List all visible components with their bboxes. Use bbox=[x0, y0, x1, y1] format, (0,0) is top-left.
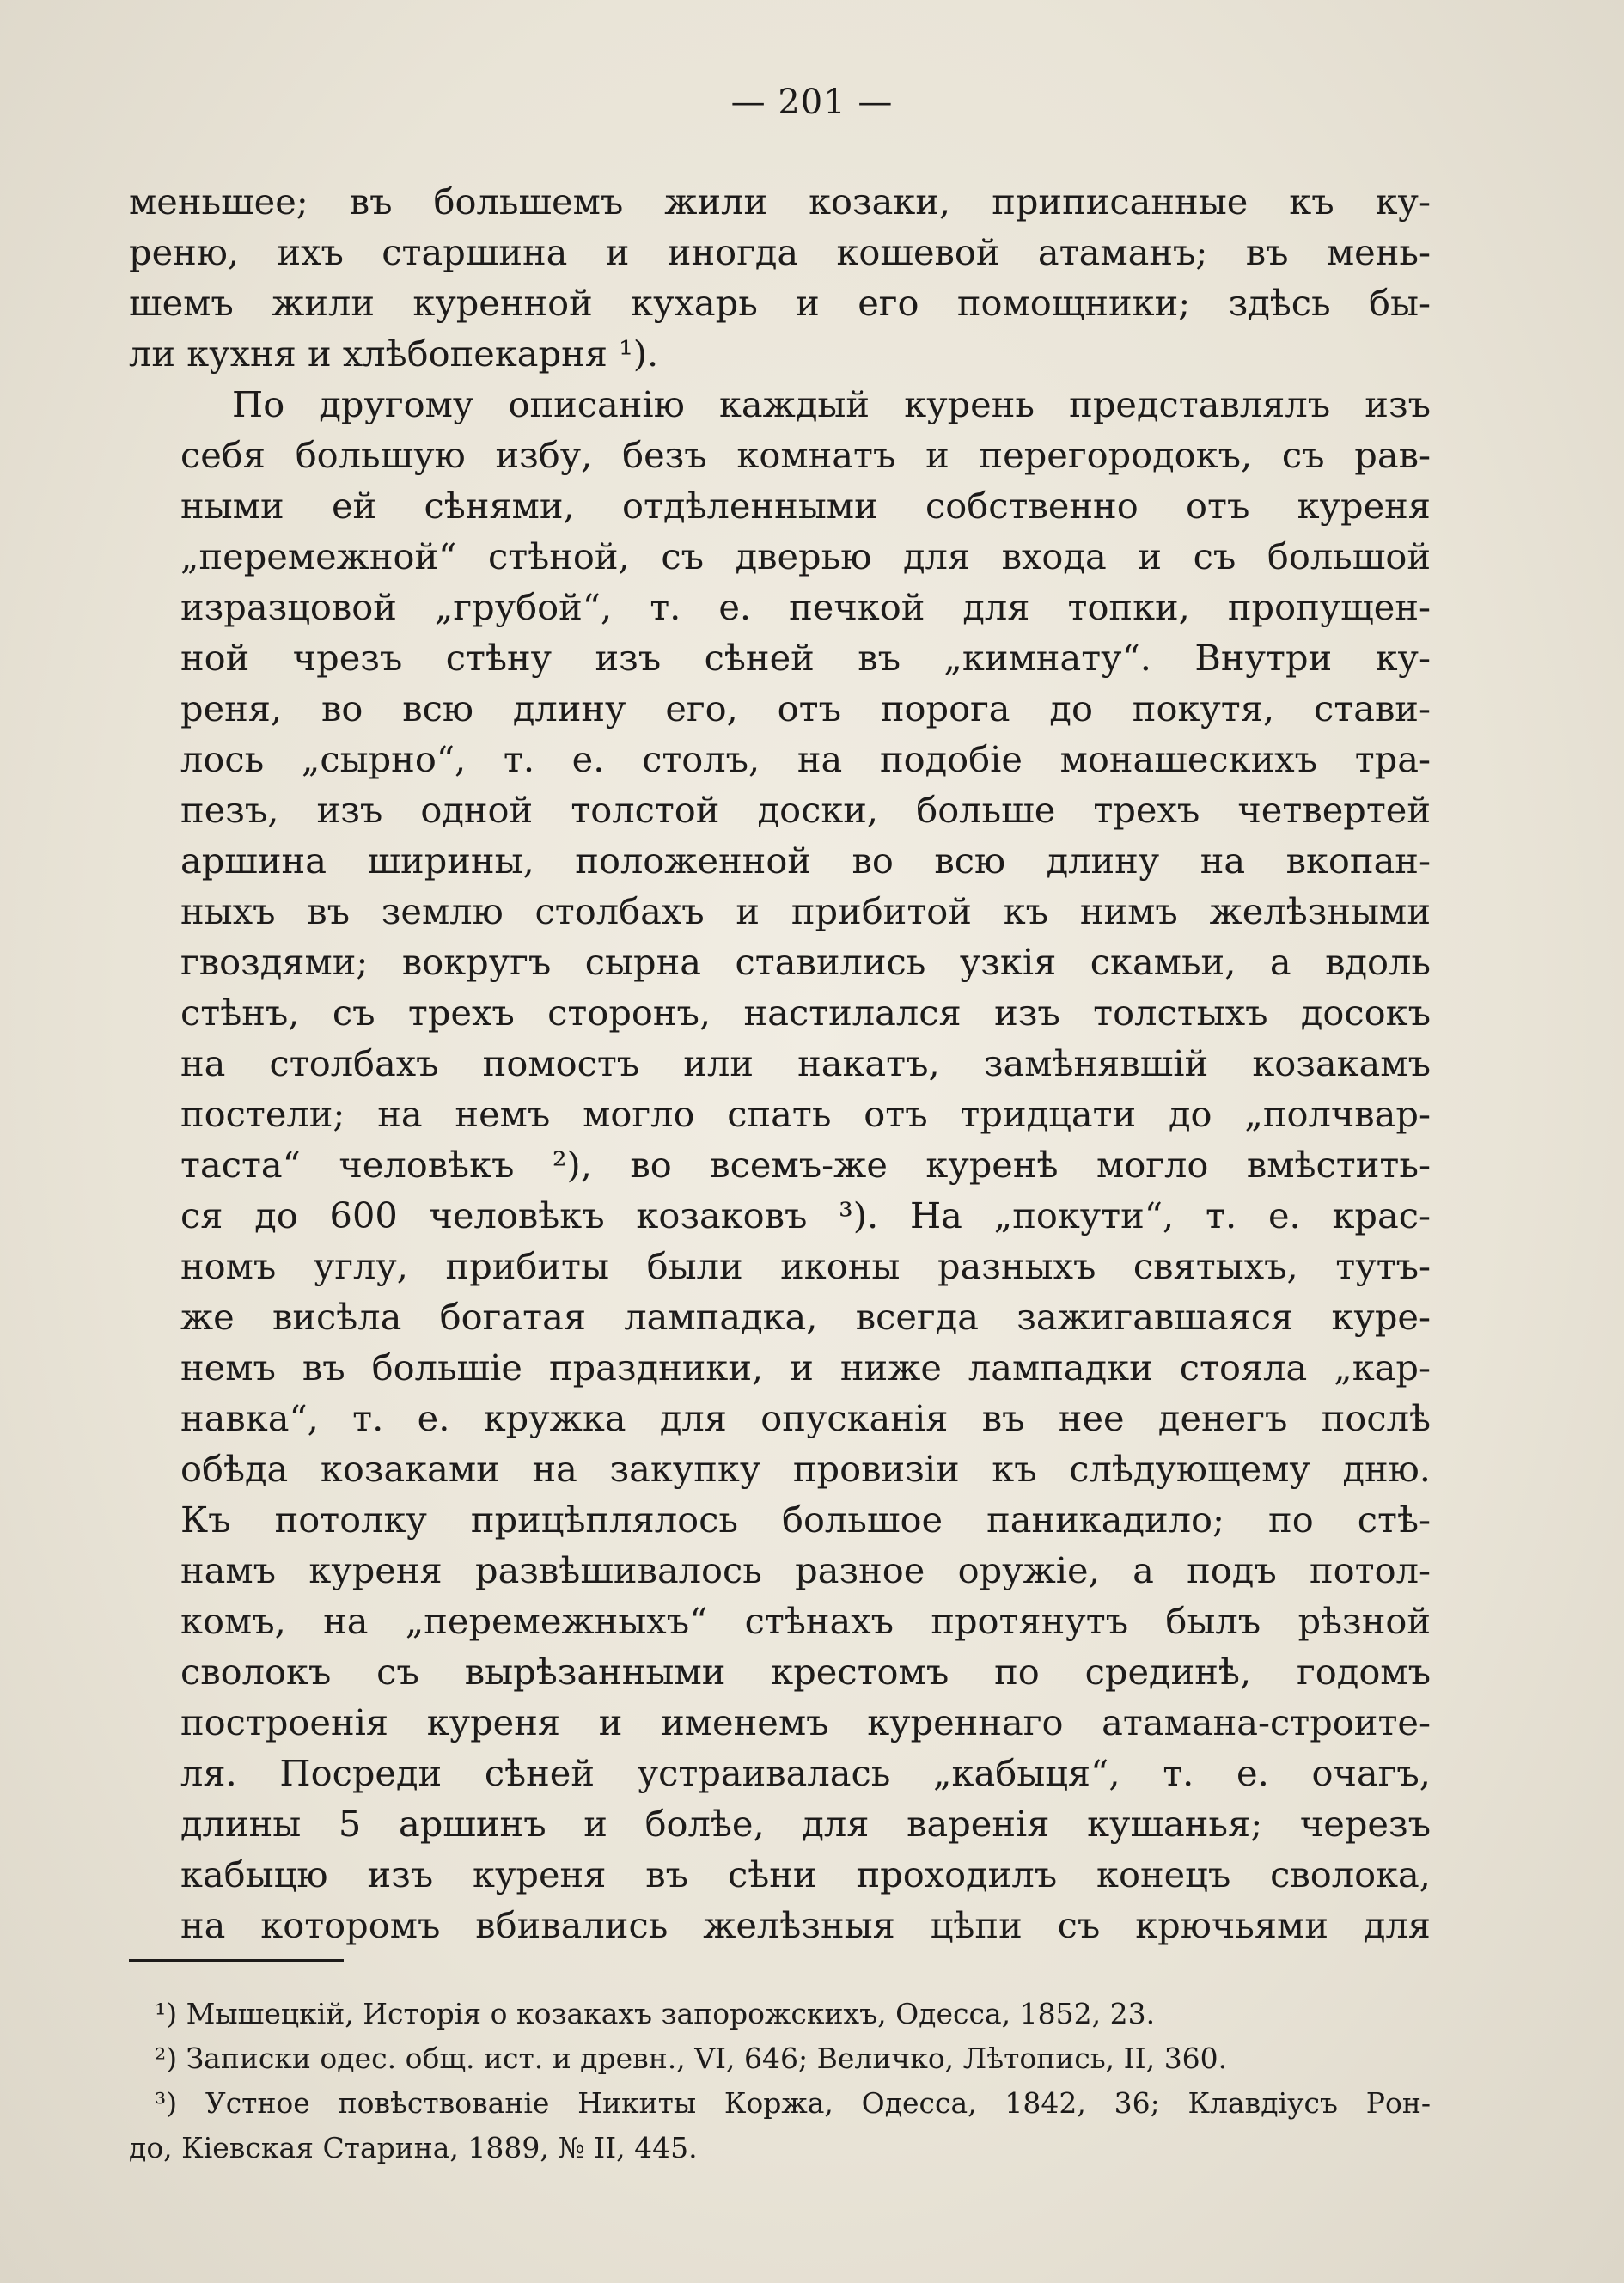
text-line: лось „сырно“, т. е. столъ, на подобіе монашескихъ тра- bbox=[180, 738, 1431, 780]
text-line: на которомъ вбивались желѣзныя цѣпи съ крючьями для bbox=[180, 1904, 1431, 1946]
text-line: ныхъ въ землю столбахъ и прибитой къ нимъ желѣзными bbox=[180, 890, 1431, 932]
text-line: пезъ, изъ одной толстой доски, больше трехъ четвертей bbox=[180, 789, 1431, 831]
text-line: себя большую избу, безъ комнатъ и перегородокъ, съ рав- bbox=[180, 434, 1431, 476]
text-line: реня, во всю длину его, отъ порога до покутя, стави- bbox=[180, 687, 1431, 729]
text-line: обѣда козаками на закупку провизіи къ слѣдующему дню. bbox=[180, 1448, 1431, 1490]
text-line: комъ, на „перемежныхъ“ стѣнахъ протянутъ былъ рѣзной bbox=[180, 1600, 1431, 1642]
text-line: шемъ жили куренной кухарь и его помощники; здѣсь бы- bbox=[129, 282, 1431, 324]
text-line: номъ углу, прибиты были иконы разныхъ святыхъ, тутъ- bbox=[180, 1245, 1431, 1287]
main-text bbox=[129, 176, 1431, 1950]
text-line: ной чрезъ стѣну изъ сѣней въ „кимнату“. Внутри ку- bbox=[180, 637, 1431, 679]
text-line: длины 5 аршинъ и болѣе, для варенія кушанья; черезъ bbox=[180, 1803, 1431, 1845]
text-line: стѣнъ, съ трехъ сторонъ, настилался изъ толстыхъ досокъ bbox=[180, 992, 1431, 1034]
text-line: ли кухня и хлѣбопекарня ¹). bbox=[129, 333, 659, 375]
text-line: Къ потолку прицѣплялось большое паникадило; по стѣ- bbox=[180, 1499, 1431, 1541]
text-line: сволокъ съ вырѣзанными крестомъ по срединѣ, годомъ bbox=[180, 1651, 1431, 1693]
text-line: гвоздями; вокругъ сырна ставились узкія скамьи, а вдоль bbox=[180, 941, 1431, 983]
text-line: ля. Посреди сѣней устраивалась „кабыця“, т. е. очагъ, bbox=[180, 1752, 1431, 1794]
footnote-1: ¹) Мышецкій, Исторія о козакахъ запорожскихъ, Одесса, 1852, 23. bbox=[155, 1997, 1156, 2030]
footnote-2: ²) Записки одес. общ. ист. и древн., VI, 646; Величко, Лѣтопись, II, 360. bbox=[155, 2042, 1228, 2075]
paragraph-1 bbox=[129, 176, 1431, 379]
paragraph-2 bbox=[129, 379, 1431, 1950]
text-line: По другому описанію каждый курень представлялъ изъ bbox=[232, 383, 1431, 425]
text-line: построенія куреня и именемъ куреннаго атамана-строите- bbox=[180, 1701, 1431, 1743]
text-line: постели; на немъ могло спать отъ тридцати до „полчвар- bbox=[180, 1093, 1431, 1135]
text-line: навка“, т. е. кружка для опусканія въ нее денегъ послѣ bbox=[180, 1397, 1431, 1439]
text-line: же висѣла богатая лампадка, всегда зажигавшаяся куре- bbox=[180, 1296, 1431, 1338]
text-line: меньшее; въ большемъ жили козаки, приписанные къ ку- bbox=[129, 180, 1431, 223]
page-number: — 201 — bbox=[730, 82, 894, 122]
text-line: ся до 600 человѣкъ козаковъ ³). На „покути“, т. е. крас- bbox=[180, 1194, 1431, 1236]
footnote-3: ³) Устное повѣствованіе Никиты Коржа, Одесса, 1842, 36; Клавдіусъ Рон- bbox=[155, 2086, 1431, 2120]
footnote-3-continuation: до, Кіевская Старина, 1889, № II, 445. bbox=[129, 2131, 698, 2164]
text-line: на столбахъ помостъ или накатъ, замѣнявшій козакамъ bbox=[180, 1042, 1431, 1084]
text-line: ными ей сѣнями, отдѣленными собственно отъ куреня bbox=[180, 485, 1431, 527]
text-line: кабыцю изъ куреня въ сѣни проходилъ конецъ сволока, bbox=[180, 1853, 1431, 1895]
text-line: намъ куреня развѣшивалось разное оружіе, а подъ потол- bbox=[180, 1549, 1431, 1591]
footnotes bbox=[129, 1992, 1431, 2170]
text-line: изразцовой „грубой“, т. е. печкой для топки, пропущен- bbox=[180, 586, 1431, 628]
text-line: аршина ширины, положенной во всю длину на вкопан- bbox=[180, 839, 1431, 882]
text-line: „перемежной“ стѣной, съ дверью для входа и съ большой bbox=[180, 535, 1431, 577]
footnote-separator bbox=[129, 1959, 344, 1962]
text-line: таста“ человѣкъ ²), во всемъ-же куренѣ могло вмѣстить- bbox=[180, 1144, 1431, 1186]
text-line: реню, ихъ старшина и иногда кошевой атаманъ; въ мень- bbox=[129, 231, 1431, 273]
text-line: немъ въ большіе праздники, и ниже лампадки стояла „кар- bbox=[180, 1346, 1431, 1389]
